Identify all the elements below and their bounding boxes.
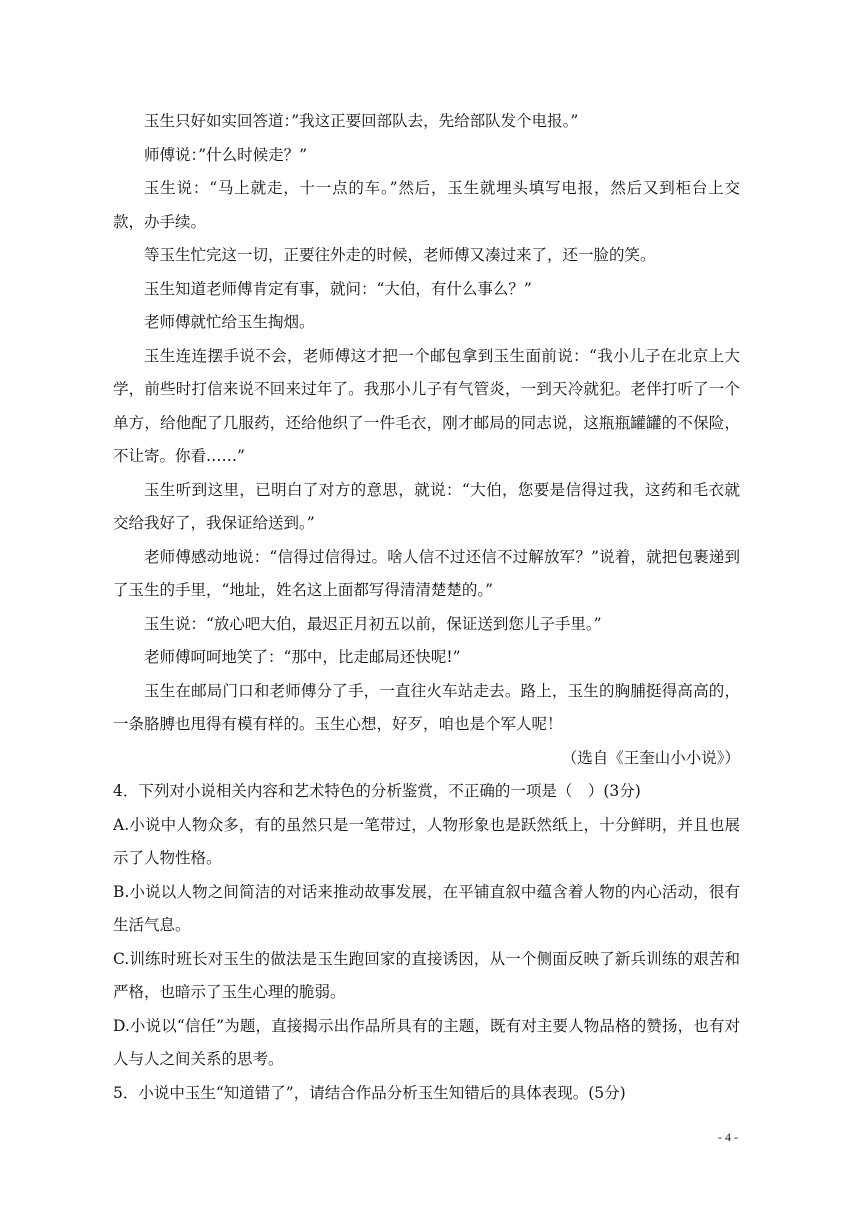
page-number: - 4 -	[718, 1130, 738, 1144]
story-source: （选自《王奎山小小说》）	[561, 748, 740, 767]
option-b: B.小说以人物之间简洁的对话来推动故事发展，在平铺直叙中蕴含着人物的内心活动，很有生活气息。	[113, 882, 740, 934]
story-paragraph: 玉生在邮局门口和老师傅分了手，一直往火车站走去。路上，玉生的胸脯挺得高高的，一条胳膊也甩得有模有样的。玉生心想，好歹，咱也是个军人呢！	[113, 681, 740, 733]
option-d: D.小说以“信任”为题，直接揭示出作品所具有的主题，既有对主要人物品格的赞扬，也有对人与人之间关系的思考。	[113, 1016, 740, 1068]
story-paragraph: 师傅说：”什么时候走？”	[144, 145, 308, 164]
story-paragraph: 玉生说：“马上就走，十一点的车。”然后，玉生就埋头填写电报，然后又到柜台上交款，办手续。	[113, 179, 740, 231]
page-content	[113, 105, 740, 1110]
story-paragraph: 玉生只好如实回答道：”我这正要回部队去，先给部队发个电报。”	[144, 112, 579, 130]
story-paragraph: 老师傅呵呵地笑了：“那中，比走邮局还快呢!”	[144, 648, 461, 666]
question-4-stem: 4．下列对小说相关内容和艺术特色的分析鉴赏，不正确的一项是（ ）(3分)	[113, 782, 641, 800]
option-c: C.训练时班长对玉生的做法是玉生跑回家的直接诱因，从一个侧面反映了新兵训练的艰苦和严格，也暗示了玉生心理的脆弱。	[113, 949, 740, 1001]
story-paragraph: 玉生说：“放心吧大伯，最迟正月初五以前，保证送到您儿子手里。”	[144, 614, 602, 633]
story-paragraph: 玉生连连摆手说不会，老师傅这才把一个邮包拿到玉生面前说：“我小儿子在北京上大学，前些时打信来说不回来过年了。我那小儿子有气管炎，一到天冷就犯。老伴打听了一个单方，给他配了几服药，还给他织了一件毛衣，刚才邮局的同志说，这瓶瓶罐罐的不保险，不让寄。你看……”	[113, 346, 740, 465]
story-paragraph: 玉生听到这里，已明白了对方的意思，就说：“大伯，您要是信得过我，这药和毛衣就交给我好了，我保证给送到。”	[113, 480, 740, 532]
question-5: 5．小说中玉生“知道错了”，请结合作品分析玉生知错后的具体表现。(5分)	[113, 1083, 626, 1102]
story-paragraph: 老师傅就忙给玉生掏烟。	[144, 313, 315, 331]
option-a: A.小说中人物众多，有的虽然只是一笔带过，人物形象也是跃然纸上，十分鲜明，并且也展示了人物性格。	[113, 815, 740, 867]
story-paragraph: 玉生知道老师傅肯定有事，就问：“大伯，有什么事么？”	[144, 279, 532, 298]
story-paragraph: 老师傅感动地说：“信得过信得过。啥人信不过还信不过解放军？”说着，就把包裹递到了玉生的手里，“地址，姓名这上面都写得清清楚楚的。”	[113, 547, 740, 599]
story-paragraph: 等玉生忙完这一切，正要往外走的时候，老师傅又凑过来了，还一脸的笑。	[144, 246, 656, 264]
